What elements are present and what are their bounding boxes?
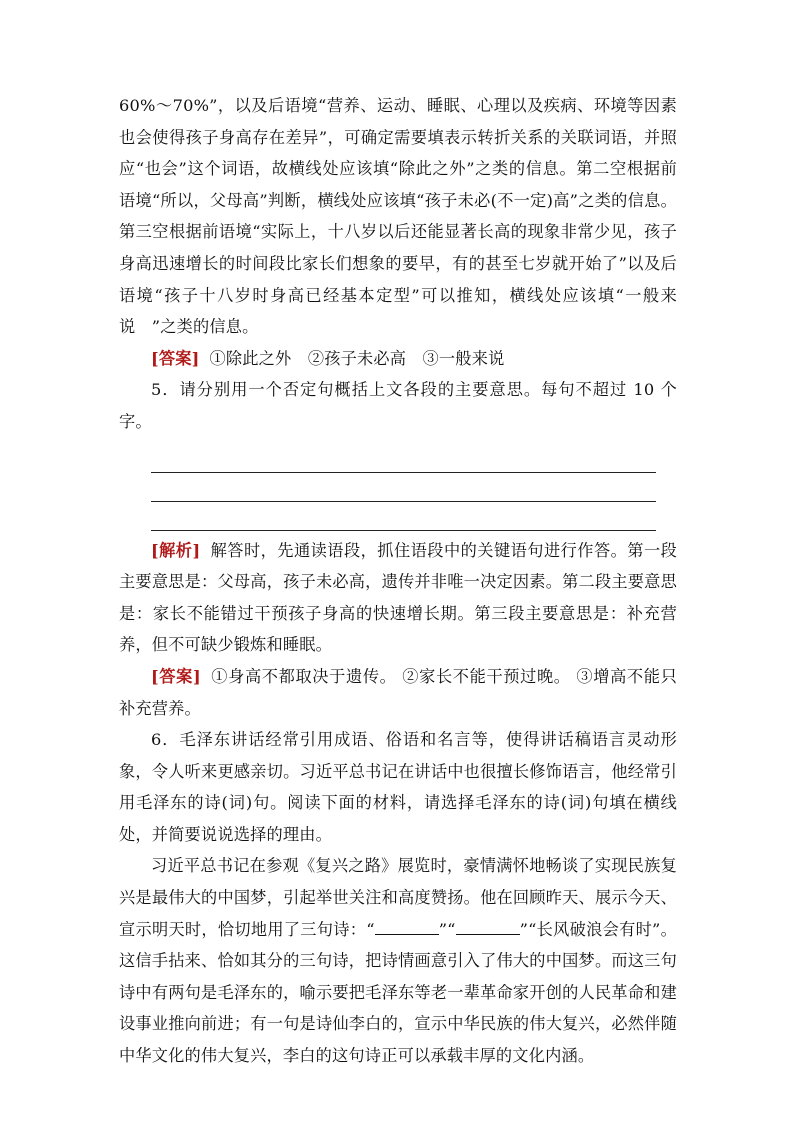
answer-q4 <box>119 343 677 375</box>
analysis-paragraph-q4 <box>119 90 677 343</box>
answer-tag: [答案] <box>151 666 201 686</box>
question-6 <box>119 724 677 850</box>
fill-blank-2 <box>456 918 520 935</box>
question-text: 6．毛泽东讲话经常引用成语、俗语和名言等，使得讲话稿语言灵动形象，令人听来更感亲切。习近平总书记在讲话中也很擅长修饰语言，他经常引用毛泽东的诗(词)句。阅读下面的材料，请选择毛泽东的诗(词)句填在横线处，并简要说说选择的理由。 <box>119 730 677 844</box>
answer-text: ①除此之外 ②孩子未必高 ③一般来说 <box>209 348 505 368</box>
analysis-tag: [解析] <box>151 540 201 560</box>
answer-q5 <box>119 661 677 724</box>
answer-blank-lines <box>151 444 677 531</box>
fill-blank-1 <box>375 918 439 935</box>
analysis-q5 <box>119 535 677 661</box>
answer-text: ①身高不都取决于遗传。 ②家长不能干预过晚。 ③增高不能只补充营养。 <box>119 666 677 718</box>
question-text: 5．请分别用一个否定句概括上文各段的主要意思。每句不超过 10 个字。 <box>119 380 677 431</box>
document-page <box>119 90 677 1072</box>
blank-line <box>151 444 656 473</box>
material-text-before: 习近平总书记在参观《复兴之路》展览时，豪情满怀地畅谈了实现民族复兴是最伟大的中国梦，引起举世关注和高度赞扬。他在回顾昨天、展示今天、宣示明天时，恰切地用了三句诗：“ <box>119 856 677 939</box>
question-5 <box>119 374 677 437</box>
material-paragraph <box>119 850 677 1071</box>
blank-line <box>151 502 656 531</box>
analysis-text: 60%～70%”，以及后语境“营养、运动、睡眠、心理以及疾病、环境等因素也会使得孩子身高存在差异”，可确定需要填表示转折关系的关联词语，并照应“也会”这个词语，故横线处应该填“除此之外”之类的信息。第二空根据前语境“所以，父母高”判断，横线处应该填“孩子未必(不一定)高”之类的信息。第三空根据前语境“实际上，十八岁以后还能显著长高的现象非常少见，孩子身高迅速增长的时间段比家长们想象的要早，有的甚至七岁就开始了”以及后语境“孩子十八岁时身高已经基本定型”可以推知，横线处应该填“一般来说 ”之类的信息。 <box>119 96 677 337</box>
answer-tag: [答案] <box>151 348 200 368</box>
blank-line <box>151 473 656 502</box>
material-text-after: ”“长风破浪会有时”。这信手拈来、恰如其分的三句诗，把诗情画意引入了伟大的中国梦。而这三句诗中有两句是毛泽东的，喻示要把毛泽东等老一辈革命家开创的人民革命和建设事业推向前进；有一句是诗仙李白的，宣示中华民族的伟大复兴，必然伴随中华文化的伟大复兴，李白的这句诗正可以承载丰厚的文化内涵。 <box>119 919 677 1066</box>
analysis-text: 解答时，先通读语段，抓住语段中的关键语句进行作答。第一段主要意思是：父母高，孩子未必高，遗传并非唯一决定因素。第二段主要意思是：家长不能错过干预孩子身高的快速增长期。第三段主要意思是：补充营养，但不可缺少锻炼和睡眠。 <box>119 540 677 655</box>
material-text-mid: ”“ <box>438 919 456 939</box>
